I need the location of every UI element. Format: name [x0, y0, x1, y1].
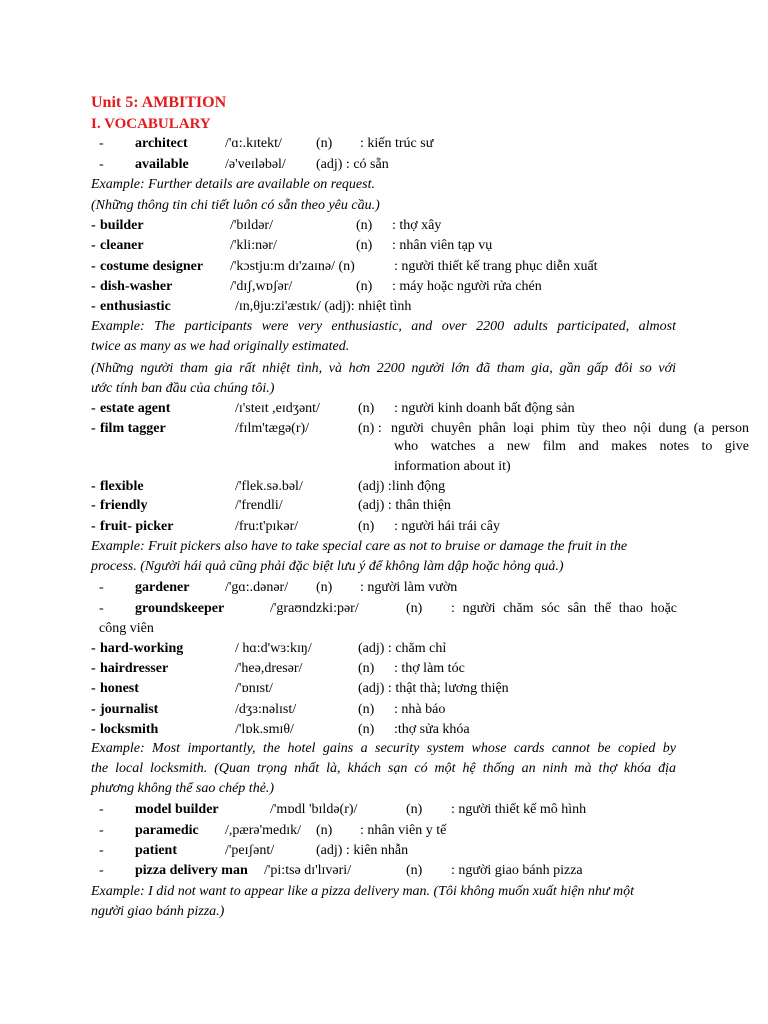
vocab-meaning: : người giao bánh pizza — [451, 863, 583, 878]
vocab-ipa: /'ɑ:.kɪtekt/ — [225, 136, 282, 151]
vocab-word: dish-washer — [100, 279, 173, 294]
vocab-ipa: /'ɒnɪst/ — [235, 681, 273, 696]
bullet: - — [91, 681, 96, 696]
example-text: Example: The participants were very enthusiastic, and over 2200 adults participated, almost — [91, 319, 676, 334]
bullet: - — [99, 823, 104, 838]
vocab-word: architect — [135, 136, 188, 151]
vocab-ipa: /'flek.sə.bəl/ — [235, 479, 303, 494]
vocab-meaning: : người chăm sóc sân thể thao hoặc — [451, 601, 677, 616]
bullet: - — [91, 401, 96, 416]
vocab-ipa: /'frendli/ — [235, 498, 283, 513]
vocab-meaning: : kiến trúc sư — [360, 136, 434, 151]
vocab-meaning: : máy hoặc người rửa chén — [392, 279, 542, 294]
vocab-word: builder — [100, 218, 144, 233]
vocab-pos: (adj) : kiên nhẫn — [316, 843, 409, 858]
bullet: - — [91, 238, 96, 253]
bullet: - — [99, 863, 104, 878]
unit-title: Unit 5: AMBITION — [91, 94, 227, 111]
vocab-ipa: /ə'veɪləbəl/ — [225, 157, 286, 172]
vocab-meaning: : thợ làm tóc — [394, 661, 465, 676]
vocab-word: honest — [100, 681, 139, 696]
example-translation: người giao bánh pizza.) — [91, 904, 225, 919]
example-translation: (Những thông tin chi tiết luôn có sẵn theo yêu cầu.) — [91, 198, 380, 213]
vocab-word: patient — [135, 843, 177, 858]
vocab-ipa: /'lɒk.smɪθ/ — [235, 722, 294, 737]
vocab-pos: (n) — [316, 136, 333, 151]
vocab-pos: (n) — [406, 863, 423, 878]
example-text: Example: Fruit pickers also have to take special care as not to bruise or damage the fruit in the — [91, 539, 628, 554]
vocab-ipa: /ɪn,θju:zi'æstɪk/ (adj): nhiệt tình — [235, 299, 412, 314]
vocab-pos: (n) — [356, 279, 373, 294]
bullet: - — [91, 661, 96, 676]
vocab-ipa: /fɪlm'tægə(r)/ — [235, 421, 310, 436]
vocab-word: film tagger — [100, 421, 166, 436]
vocab-word: costume designer — [100, 259, 204, 274]
vocab-meaning: : người hái trái cây — [394, 519, 500, 534]
vocab-pos: (adj) : thân thiện — [358, 498, 451, 513]
vocab-meaning: : người thiết kế trang phục diễn xuất — [394, 259, 598, 274]
vocab-ipa: /'bɪldər/ — [230, 218, 273, 233]
vocab-pos: (n) — [358, 702, 375, 717]
vocab-meaning: :thợ sửa khóa — [394, 722, 470, 737]
example-text: the local locksmith. (Quan trọng nhất là, khách sạn có một hệ thống an ninh mà thợ khóa địa — [91, 761, 676, 776]
bullet: - — [91, 641, 96, 656]
vocab-meaning: : nhân viên tạp vụ — [392, 238, 493, 253]
bullet: - — [91, 479, 96, 494]
vocab-pos: (n) : — [358, 421, 382, 436]
vocab-word: gardener — [135, 580, 190, 595]
example-text: Example: Most importantly, the hotel gains a security system whose cards cannot be copied by — [91, 741, 676, 756]
vocab-ipa: /'peɪʃənt/ — [225, 843, 275, 858]
vocab-pos: (n) — [316, 580, 333, 595]
vocab-word: fruit- picker — [100, 519, 174, 534]
vocab-pos: (n) — [358, 722, 375, 737]
example-translation: phương không thể sao chép thẻ.) — [91, 781, 275, 796]
vocab-word: paramedic — [135, 823, 199, 838]
vocab-word: model builder — [135, 802, 219, 817]
vocab-meaning: : nhân viên y tế — [360, 823, 447, 838]
example-translation: process. (Người hái quả cũng phải đặc biệt lưu ý để không làm dập hoặc hỏng quả.) — [91, 559, 564, 574]
bullet: - — [99, 843, 104, 858]
example-text: Example: I did not want to appear like a pizza delivery man. (Tôi không muốn xuất hiện như một — [91, 884, 635, 899]
bullet: - — [99, 601, 104, 616]
bullet: - — [99, 157, 104, 172]
bullet: - — [99, 136, 104, 151]
vocab-pos: (n) — [316, 823, 333, 838]
vocab-pos: (n) — [356, 238, 373, 253]
vocab-meaning: : người thiết kế mô hình — [451, 802, 587, 817]
vocab-word: flexible — [100, 479, 144, 494]
vocab-pos: (adj) : thật thà; lương thiện — [358, 681, 509, 696]
vocab-ipa: /'kɔstju:m dɪ'zaɪnə/ (n) — [230, 259, 355, 274]
vocab-pos: (n) — [358, 519, 375, 534]
vocab-pos: (n) — [406, 802, 423, 817]
vocab-word: friendly — [100, 498, 148, 513]
vocab-ipa: /'dɪʃ,wɒʃər/ — [230, 279, 293, 294]
bullet: - — [91, 498, 96, 513]
bullet: - — [91, 722, 96, 737]
vocab-meaning: information about it) — [394, 459, 511, 474]
vocab-pos: (n) — [358, 661, 375, 676]
vocab-word: estate agent — [100, 401, 171, 416]
vocab-ipa: /dʒɜ:nəlɪst/ — [235, 702, 297, 717]
vocab-ipa: /'graʊndzki:pər/ — [270, 601, 359, 616]
bullet: - — [99, 580, 104, 595]
vocab-ipa: /'pi:tsə dɪ'lɪvəri/ — [264, 863, 352, 878]
vocab-pos: (n) — [356, 218, 373, 233]
vocab-ipa: /'mɒdl 'bɪldə(r)/ — [270, 802, 358, 817]
vocab-meaning: công viên — [99, 621, 154, 636]
example-translation: (Những người tham gia rất nhiệt tình, và hơn 2200 người lớn đã tham gia, gần gấp đôi so với — [91, 361, 676, 376]
bullet: - — [91, 299, 96, 314]
vocab-meaning: người chuyên phân loại phim tùy theo nội dung (a person — [391, 421, 749, 436]
vocab-word: journalist — [100, 702, 159, 717]
vocab-pos: (n) — [358, 401, 375, 416]
vocab-word: cleaner — [100, 238, 144, 253]
vocab-word: available — [135, 157, 189, 172]
vocab-pos: (adj) :linh động — [358, 479, 446, 494]
vocab-meaning: who watches a new film and makes notes to give — [394, 439, 749, 454]
bullet: - — [91, 519, 96, 534]
vocab-word: enthusiastic — [100, 299, 171, 314]
vocab-pos: (adj) : có sẵn — [316, 157, 389, 172]
vocab-meaning: : thợ xây — [392, 218, 442, 233]
vocab-ipa: / hɑ:d'wɜ:kɪŋ/ — [235, 641, 312, 656]
vocab-meaning: : người làm vườn — [360, 580, 458, 595]
vocab-word: locksmith — [100, 722, 159, 737]
bullet: - — [91, 421, 96, 436]
example-translation: ước tính ban đầu của chúng tôi.) — [91, 381, 275, 396]
vocab-pos: (n) — [406, 601, 423, 616]
section-heading: I. VOCABULARY — [91, 116, 211, 132]
vocab-word: groundskeeper — [135, 601, 225, 616]
bullet: - — [91, 702, 96, 717]
vocab-ipa: /'kli:nər/ — [230, 238, 277, 253]
vocab-ipa: /,pærə'medɪk/ — [225, 823, 302, 838]
vocab-word: hard-working — [100, 641, 184, 656]
vocab-word: hairdresser — [100, 661, 169, 676]
vocab-ipa: /fru:t'pɪkər/ — [235, 519, 299, 534]
vocab-ipa: /'gɑ:.dənər/ — [225, 580, 289, 595]
vocab-pos: (adj) : chăm chỉ — [358, 641, 447, 656]
vocab-meaning: : người kinh doanh bất động sản — [394, 401, 575, 416]
vocab-ipa: /ɪ'steɪt ,eɪdʒənt/ — [235, 401, 320, 416]
example-text: twice as many as we had originally estimated. — [91, 339, 350, 354]
bullet: - — [91, 259, 96, 274]
bullet: - — [91, 279, 96, 294]
vocab-meaning: : nhà báo — [394, 702, 446, 717]
bullet: - — [99, 802, 104, 817]
bullet: - — [91, 218, 96, 233]
vocab-ipa: /'heə,dresər/ — [235, 661, 303, 676]
example-text: Example: Further details are available on request. — [91, 177, 375, 192]
vocab-word: pizza delivery man — [135, 863, 248, 878]
